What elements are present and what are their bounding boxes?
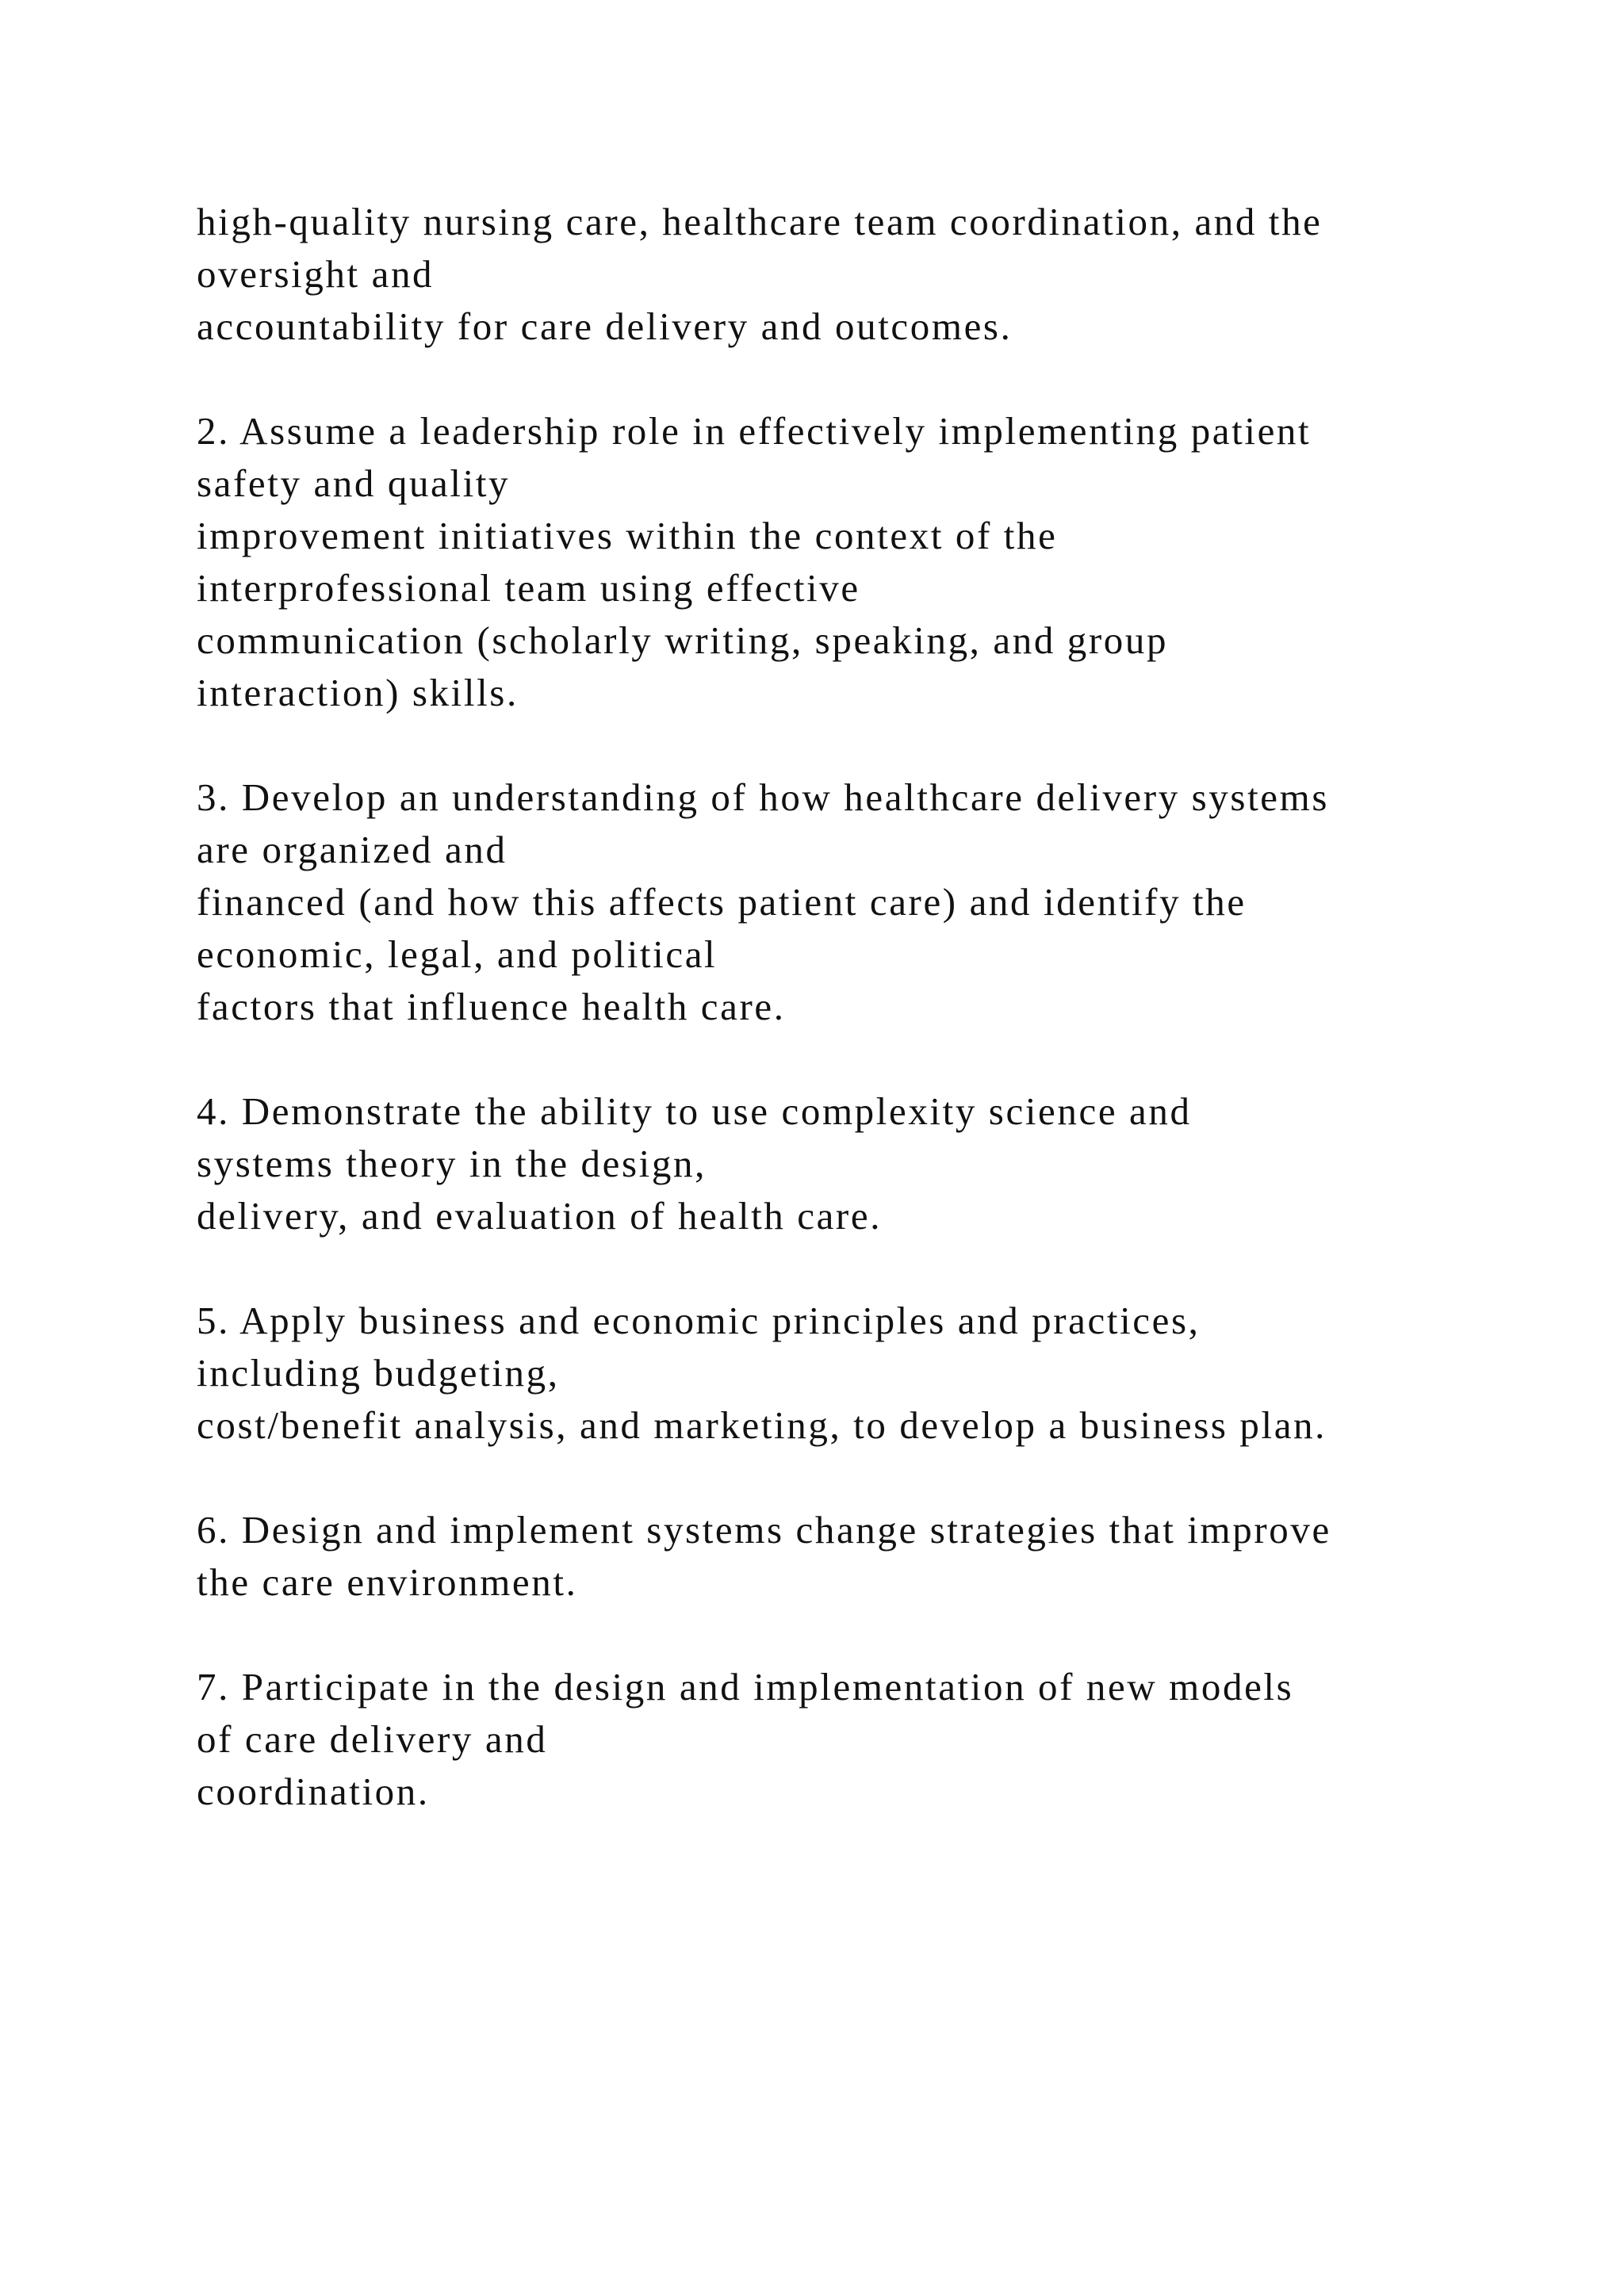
text-line: 3. Develop an understanding of how healthcare delivery systems <box>197 775 1330 819</box>
text-line: coordination. <box>197 1770 430 1813</box>
text-line: factors that influence health care. <box>197 985 786 1028</box>
paragraph-item-6 <box>197 1504 1481 1609</box>
text-line: 2. Assume a leadership role in effectively implementing patient <box>197 409 1312 453</box>
text-line: 7. Participate in the design and implementation of new models <box>197 1665 1294 1709</box>
text-line: systems theory in the design, <box>197 1142 707 1185</box>
text-line: oversight and <box>197 252 435 296</box>
text-line: 4. Demonstrate the ability to use complexity science and <box>197 1089 1192 1133</box>
paragraph-item-7 <box>197 1661 1481 1818</box>
text-line: economic, legal, and political <box>197 932 718 976</box>
text-line: 6. Design and implement systems change strategies that improve <box>197 1508 1331 1552</box>
text-line: financed (and how this affects patient care) and identify the <box>197 880 1247 924</box>
text-line: improvement initiatives within the context of the <box>197 514 1058 557</box>
text-line: interprofessional team using effective <box>197 566 860 610</box>
paragraph-item-2 <box>197 405 1481 719</box>
text-line: delivery, and evaluation of health care. <box>197 1194 883 1238</box>
text-line: 5. Apply business and economic principles and practices, <box>197 1299 1201 1342</box>
paragraph-item-5 <box>197 1295 1481 1452</box>
text-line: cost/benefit analysis, and marketing, to develop a business plan. <box>197 1403 1327 1447</box>
paragraph-item-3 <box>197 771 1481 1033</box>
text-line: communication (scholarly writing, speaking, and group <box>197 618 1169 662</box>
text-line: including budgeting, <box>197 1351 560 1395</box>
document-body <box>197 196 1481 1870</box>
text-line: high-quality nursing care, healthcare team coordination, and the <box>197 200 1323 243</box>
text-line: interaction) skills. <box>197 671 519 714</box>
paragraph-item-4 <box>197 1085 1481 1242</box>
text-line: are organized and <box>197 828 508 871</box>
text-line: the care environment. <box>197 1560 578 1604</box>
text-line: of care delivery and <box>197 1717 548 1761</box>
text-line: safety and quality <box>197 461 511 505</box>
paragraph-intro-continuation <box>197 196 1481 353</box>
text-line: accountability for care delivery and outcomes. <box>197 304 1013 348</box>
